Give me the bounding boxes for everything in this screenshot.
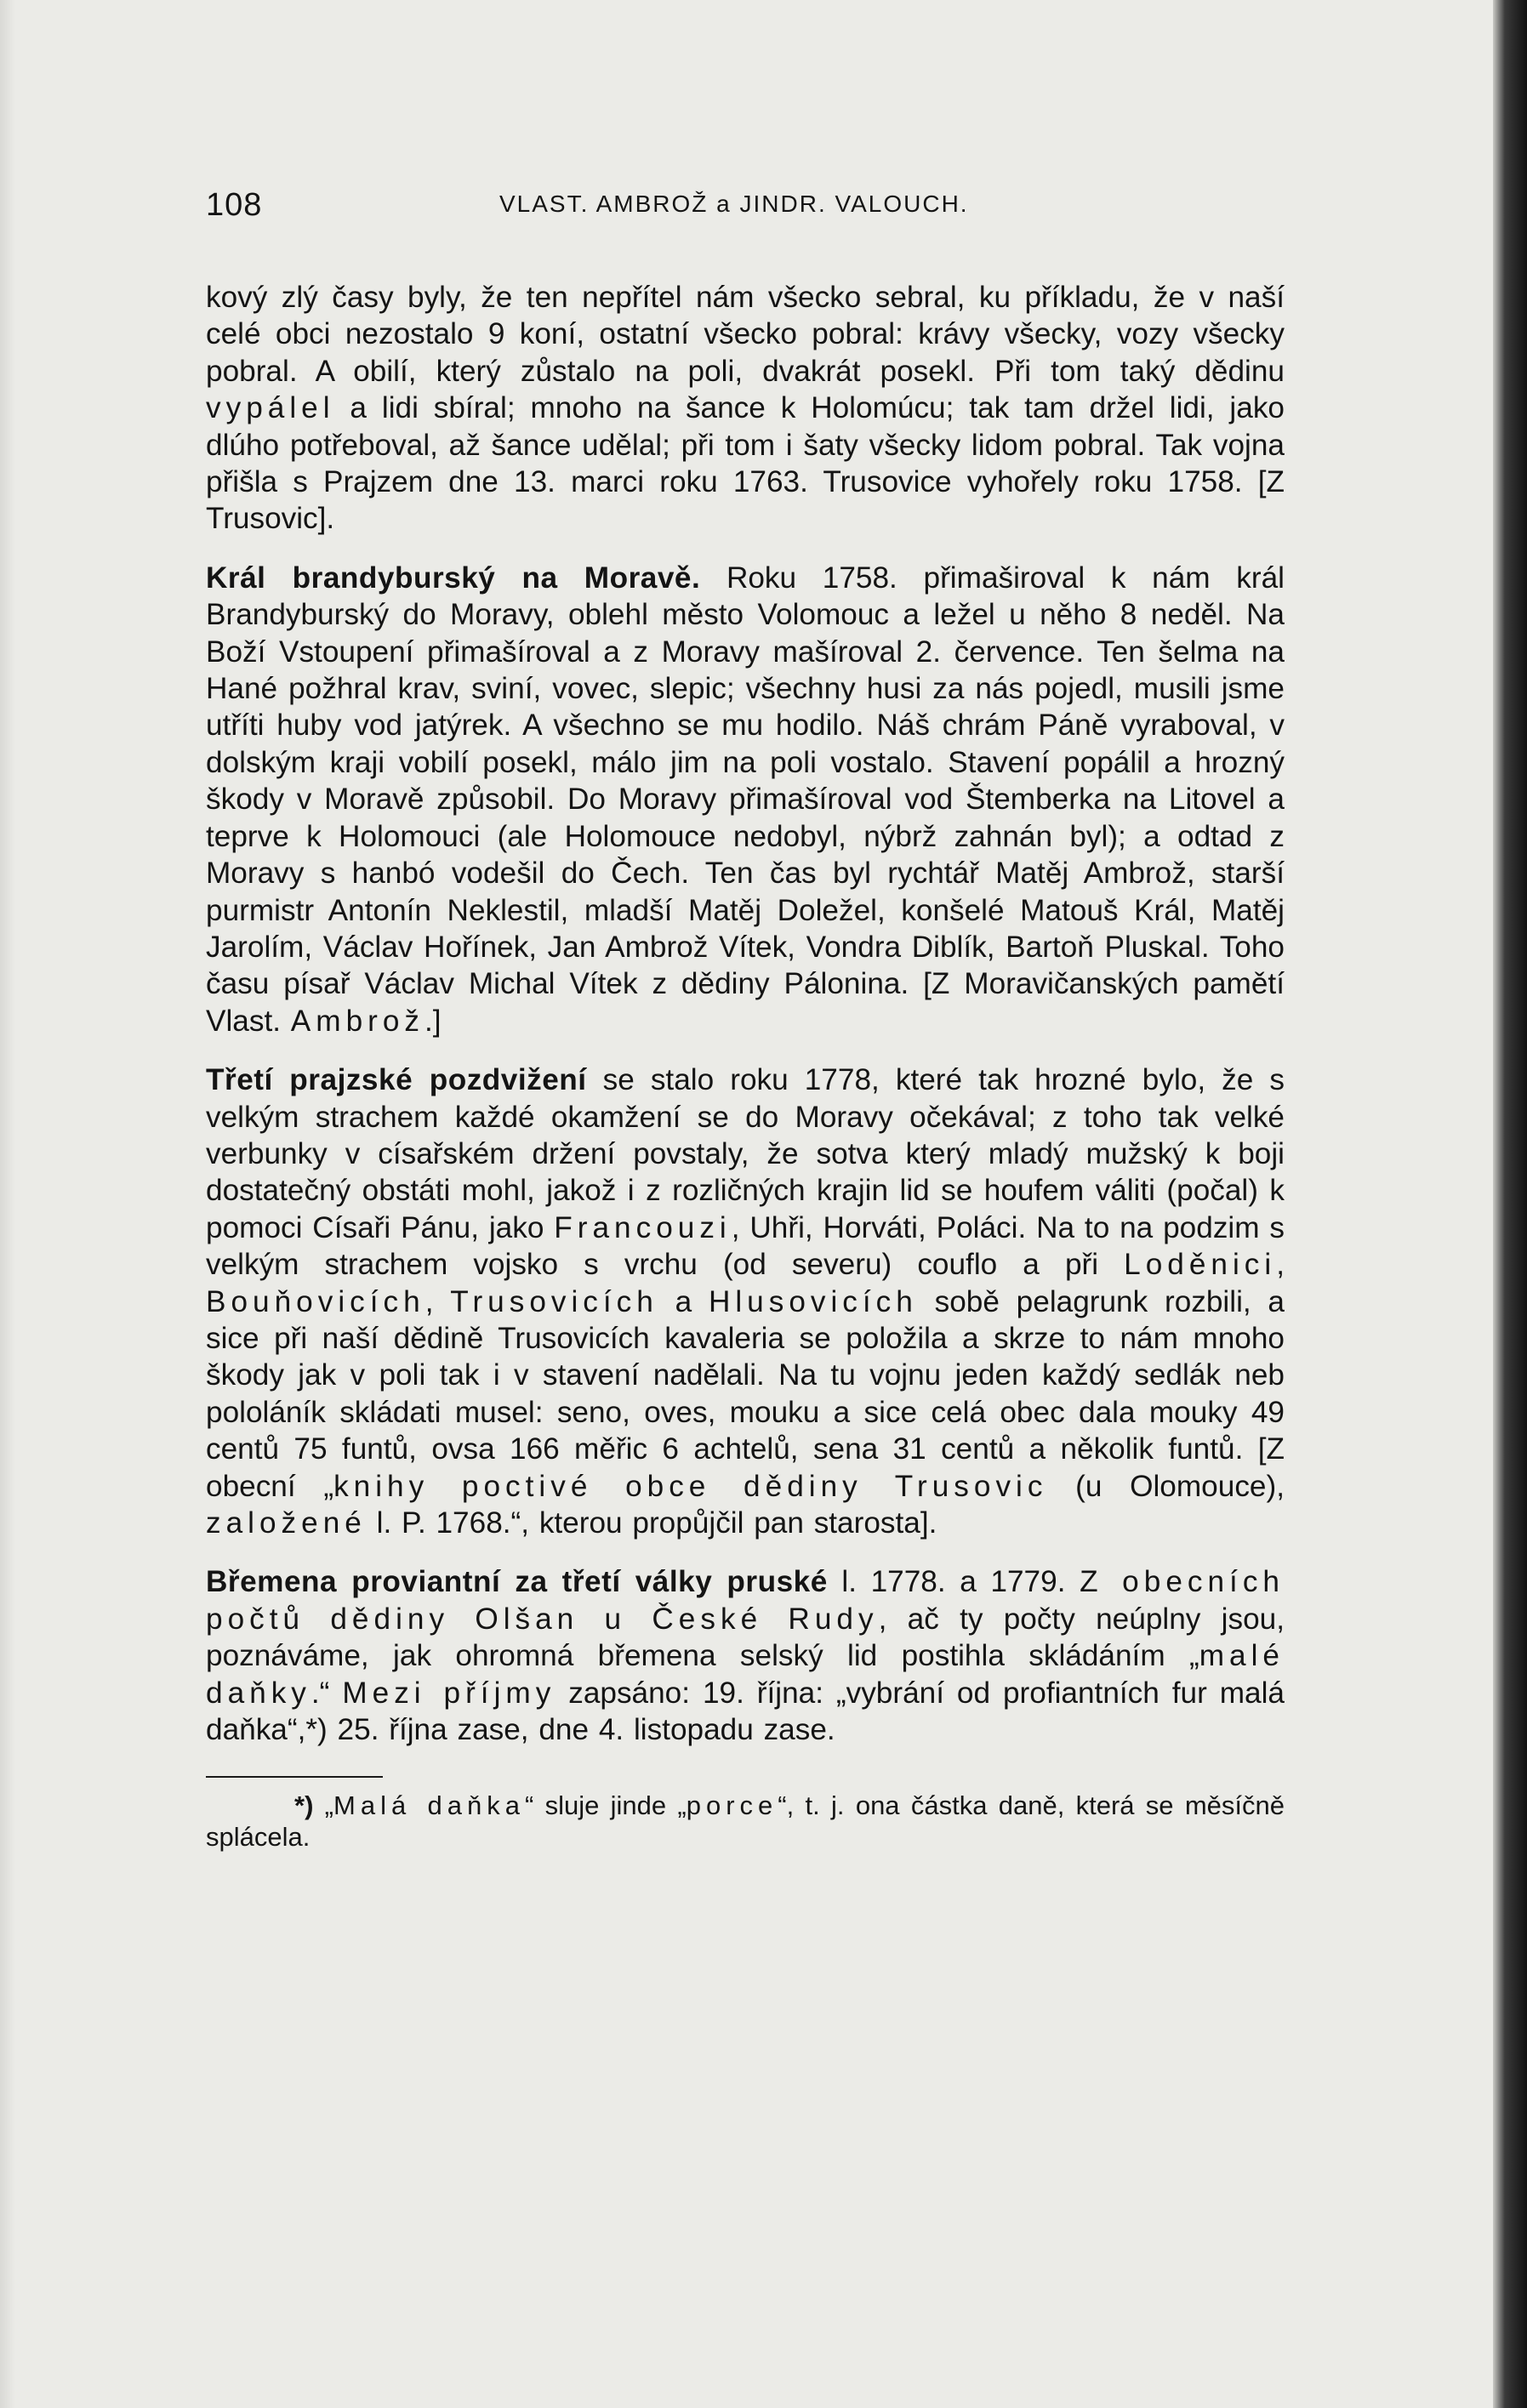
page-header: [206, 179, 1285, 230]
text-run: .]: [424, 1004, 442, 1038]
text-run: kový zlý časy byly, že ten nepřítel nám všecko sebral, ku příkladu, že v naší celé obci nezostalo 9 koní, ostatní všecko pobral: krávy všecky, vozy všecky pobral. A obilí, který zůstalo na poli, dvakrát posekl. Při tom taký dědinu: [206, 281, 1285, 388]
paragraph-brandenburg-king: [206, 560, 1285, 1039]
text-run: a: [658, 1284, 709, 1318]
spaced-text: vypálel: [206, 391, 335, 425]
text-run: l. P. 1768.“, kterou propůjčil pan starosta].: [366, 1506, 937, 1540]
paragraph-third-prussian-uprising: [206, 1062, 1285, 1541]
spaced-text: Z obecních počtů dědiny Olšan u České Rudy: [206, 1565, 1285, 1636]
text-run: , Uhři, Horváti, Poláci. Na to na podzim s velkým strachem vojsko s vrchu (od severu) couflo a při: [206, 1210, 1285, 1282]
footnote-divider: [206, 1776, 383, 1778]
paragraph-heading: Břemena proviantní za třetí války pruské: [206, 1565, 828, 1599]
spaced-text: Ambrož: [290, 1004, 425, 1038]
text-run: ,: [1276, 1248, 1285, 1282]
text-run: “ sluje jinde „: [524, 1790, 687, 1821]
spaced-text: Francouzi: [554, 1210, 732, 1244]
paragraph-provision-burdens: [206, 1563, 1285, 1748]
footnote-marker: *): [294, 1790, 314, 1821]
text-run: ,: [424, 1284, 451, 1318]
spaced-text: Trusovicích: [450, 1284, 658, 1318]
text-run: (u Olomouce),: [1047, 1469, 1285, 1503]
spaced-text: Loděnici: [1124, 1248, 1277, 1282]
spaced-text: založené: [206, 1506, 367, 1540]
spaced-text: Bouňovicích: [206, 1284, 425, 1318]
footnote: [206, 1790, 1285, 1853]
paragraph-war-damage: [206, 279, 1285, 538]
paragraph-heading: Třetí prajzské pozdvižení: [206, 1063, 587, 1097]
spaced-text: porce: [686, 1790, 778, 1821]
body-text: [206, 279, 1285, 1748]
page-number: 108: [206, 187, 263, 223]
text-run: se stalo roku 1778, které tak hrozné bylo, že s velkým strachem každé okamžení se do Moravy očekával; z toho tak velké verbunky v císařském držení povstaly, že sotva který mladý mužský k boji dostatečný obstáti mohl, jakož i z rozličných krajin lid se houfem váliti (počal) k pomoci Císaři Pánu, jako: [206, 1063, 1285, 1244]
paragraph-heading: Král brandyburský na Moravě.: [206, 561, 701, 595]
spaced-text: Malá daňka: [333, 1790, 525, 1821]
book-page: [206, 179, 1285, 1853]
text-run: Roku 1758. přimaširoval k nám král Brandyburský do Moravy, oblehl město Volomouc a ležel u něho 8 neděl. Na Boží Vstoupení přimašíroval a z Moravy mašíroval 2. července. Ten šelma na Hané požhral krav, sviní, vovec, slepic; všechny husi za nás pojedl, musili jsme utříti huby vod jatýrek. A všechno se mu hodilo. Náš chrám Páně vyraboval, v dolským kraji vobilí posekl, málo jim na poli vostalo. Stavení popálil a hrozný škody v Moravě způsobil. Do Moravy přimašíroval vod Štemberka na Litovel a teprve k Holomouci (ale Holomouce nedobyl, nýbrž zahnán byl); a odtad z Moravy s hanbó vodešil do Čech. Ten čas byl rychtář Matěj Ambrož, starší purmistr Antonín Neklestil, mladší Matěj Doležel, konšelé Matouš Král, Matěj Jarolím, Václav Hořínek, Jan Ambrož Vítek, Vondra Diblík, Bartoň Pluskal. Toho času písař Václav Michal Vítek z dědiny Pálonina. [Z Moravičanských pamětí Vlast.: [206, 561, 1285, 1038]
text-run: l. 1778. a 1779.: [827, 1565, 1080, 1599]
scan-right-edge: [1493, 0, 1527, 2408]
scan-left-margin: [0, 0, 15, 2408]
text-run: „: [313, 1790, 334, 1821]
spaced-text: knihy poctivé obce dědiny Trusovic: [333, 1469, 1048, 1503]
running-head: VLAST. AMBROŽ a JINDR. VALOUCH.: [499, 191, 969, 217]
text-run: “, t. j. ona částka daně, která se měsíčně splácela.: [206, 1790, 1285, 1853]
spaced-text: malé daňky: [206, 1639, 1285, 1710]
spaced-text: Mezi příjmy: [342, 1676, 556, 1710]
spaced-text: Hlusovicích: [708, 1284, 918, 1318]
text-run: a lidi sbíral; mnoho na šance k Holomúcu; tak tam držel lidi, jako dlúho potřeboval, až šance udělal; při tom i šaty všecky lidom pobral. Tak vojna přišla s Prajzem dne 13. marci roku 1763. Trusovice vyhořely roku 1758. [Z Trusovic].: [206, 391, 1285, 536]
text-run: zapsáno: 19. října: „vybrání od profiantních fur malá daňka“,*) 25. října zase, dne 4. listopadu zase.: [206, 1676, 1285, 1747]
text-run: .“: [311, 1676, 343, 1710]
text-run: sobě pelagrunk rozbili, a sice při naší dědině Trusovicích kavaleria se položila a skrze to nám mnoho škody jak v poli tak i v stavení nadělali. Na tu vojnu jeden každý sedlák neb pololáník skládati musel: seno, oves, mouku a sice celá obec dala mouky 49 centů 75 funtů, ovsa 166 měřic 6 achtelů, sena 31 centů a několik funtů. [Z obecní „: [206, 1284, 1285, 1503]
text-run: , ač ty počty neúplny jsou, poznáváme, jak ohromná břemena selský lid postihla skládáním „: [206, 1602, 1285, 1673]
